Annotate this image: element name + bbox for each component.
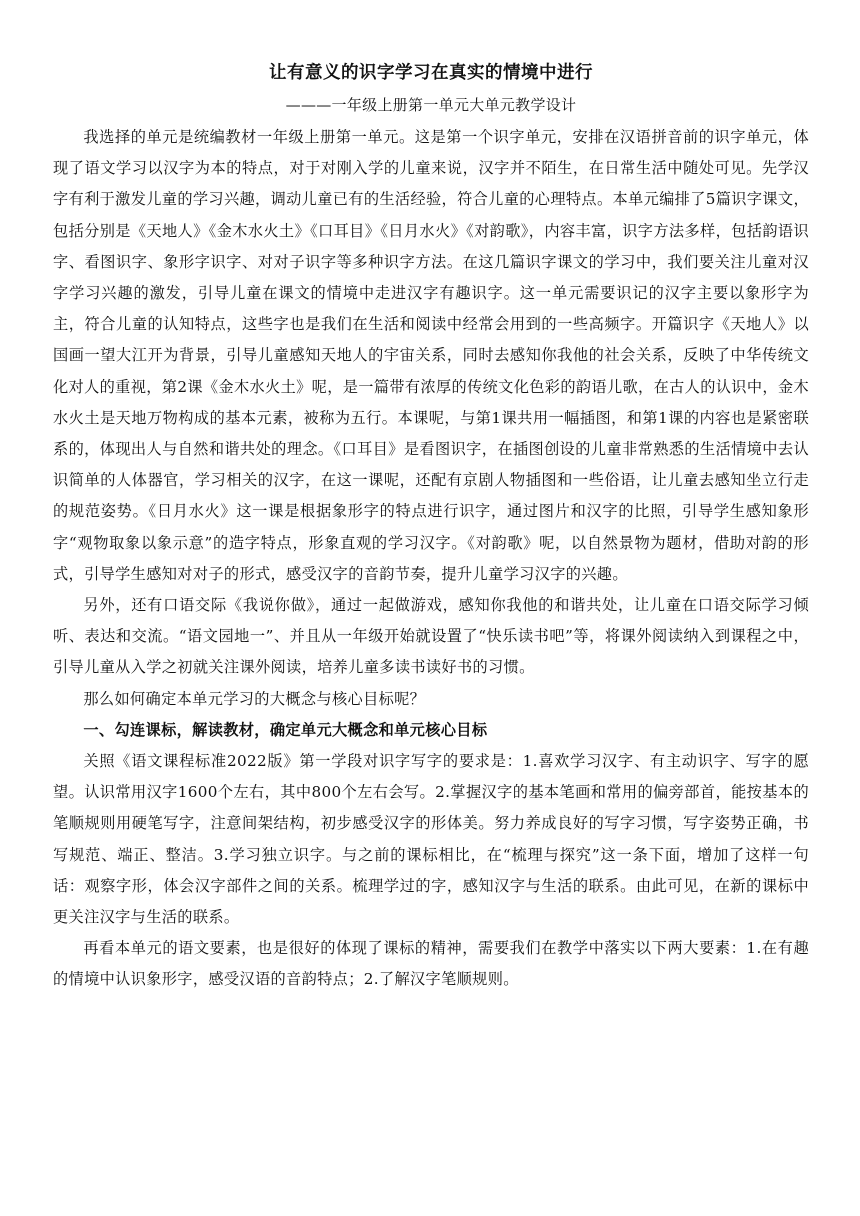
document-title: 让有意义的识字学习在真实的情境中进行 xyxy=(269,63,593,83)
section-heading-one: 一、勾连课标，解读教材，确定单元大概念和单元核心目标 xyxy=(83,720,488,739)
document-page xyxy=(53,58,809,996)
document-subtitle: ———一年级上册第一单元大单元教学设计 xyxy=(285,96,577,114)
paragraph-unit-overview: 我选择的单元是统编教材一年级上册第一单元。这是第一个识字单元，安排在汉语拼音前的识字单元，体现了语文学习以汉字为本的特点，对于对刚入学的儿童来说，汉字并不陌生，在日常生活中随处可见。先学汉字有利于激发儿童的学习兴趣，调动儿童已有的生活经验，符合儿童的心理特点。本单元编排了5篇识字课文，包括分别是《天地人》《金木水火土》《口耳目》《日月水火》《对韵歌》，内容丰富，识字方法多样，包括韵语识字、看图识字、象形字识字、对对子识字等多种识字方法。在这几篇识字课文的学习中，我们要关注儿童对汉字学习兴趣的激发，引导儿童在课文的情境中走进汉字有趣识字。这一单元需要识记的汉字主要以象形字为主，符合儿童的认知特点，这些字也是我们在生活和阅读中经常会用到的一些高频字。开篇识字《天地人》以国画一望大江开为背景，引导儿童感知天地人的宇宙关系，同时去感知你我他的社会关系，反映了中华传统文化对人的重视，第2课《金木水火土》呢，是一篇带有浓厚的传统文化色彩的韵语儿歌，在古人的认识中，金木水火土是天地万物构成的基本元素，被称为五行。本课呢，与第1课共用一幅插图，和第1课的内容也是紧密联系的，体现出人与自然和谐共处的理念。《口耳目》是看图识字，在插图创设的儿童非常熟悉的生活情境中去认识简单的人体器官，学习相关的汉字，在这一课呢，还配有京剧人物插图和一些俗语，让儿童去感知坐立行走的规范姿势。《日月水火》这一课是根据象形字的特点进行识字，通过图片和汉字的比照，引导学生感知象形字“观物取象以象示意”的造字特点，形象直观的学习汉字。《对韵歌》呢，以自然景物为题材，借助对韵的形式，引导学生感知对对子的形式，感受汉字的音韵节奏，提升儿童学习汉字的兴趣。 xyxy=(53,128,809,583)
paragraph-oral-communication: 另外，还有口语交际《我说你做》，通过一起做游戏，感知你我他的和谐共处，让儿童在口语交际学习倾听、表达和交流。“语文园地一”、并且从一年级开始就设置了“快乐读书吧”等，将课外阅读纳入到课程之中，引导儿童从入学之初就关注课外阅读，培养儿童多读书读好书的习惯。 xyxy=(53,596,809,677)
paragraph-question: 那么如何确定本单元学习的大概念与核心目标呢？ xyxy=(83,689,426,708)
paragraph-language-elements: 再看本单元的语文要素，也是很好的体现了课标的精神，需要我们在教学中落实以下两大要素：1.在有趣的情境中认识象形字，感受汉语的音韵特点；2.了解汉字笔顺规则。 xyxy=(53,939,809,989)
paragraph-curriculum-standard: 关照《语文课程标准2022版》第一学段对识字写字的要求是：1.喜欢学习汉字、有主动识字、写字的愿望。认识常用汉字1600个左右，其中800个左右会写。2.掌握汉字的基本笔画和常用的偏旁部首，能按基本的笔顺规则用硬笔写字，注意间架结构，初步感受汉字的形体美。努力养成良好的写字习惯，写字姿势正确，书写规范、端正、整洁。3.学习独立识字。与之前的课标相比，在“梳理与探究”这一条下面，增加了这样一句话：观察字形，体会汉字部件之间的关系。梳理学过的字，感知汉字与生活的联系。由此可见，在新的课标中更关注汉字与生活的联系。 xyxy=(53,752,809,927)
